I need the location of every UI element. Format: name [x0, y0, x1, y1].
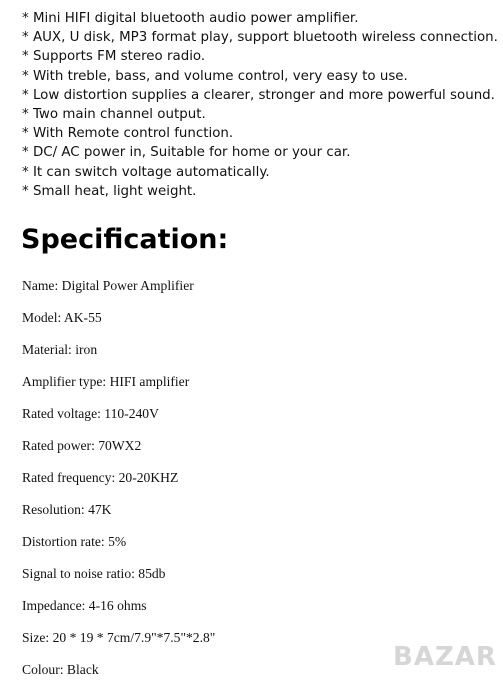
bazar-watermark-logo: [393, 639, 497, 675]
specification-list: [22, 276, 492, 692]
feature-item: * It can switch voltage automatically.: [22, 164, 270, 180]
feature-item: * AUX, U disk, MP3 format play, support bluetooth wireless connection.: [22, 30, 498, 46]
spec-row: Name: Digital Power Amplifier: [22, 278, 194, 293]
feature-item: * Mini HIFI digital bluetooth audio power amplifier.: [22, 11, 359, 26]
spec-row: Size: 20 * 19 * 7cm/7.9"*7.5"*2.8": [22, 630, 216, 645]
spec-row: Impedance: 4-16 ohms: [22, 598, 147, 613]
feature-item: * Two main channel output.: [22, 106, 206, 122]
spec-row: Rated frequency: 20-20KHZ: [22, 470, 179, 485]
feature-item: * Low distortion supplies a clearer, stronger and more powerful sound.: [22, 87, 495, 103]
spec-row: Rated power: 70WX2: [22, 438, 142, 453]
spec-row: Material: iron: [22, 342, 98, 357]
spec-row: Rated voltage: 110-240V: [22, 406, 159, 421]
spec-row: Distortion rate: 5%: [22, 534, 127, 549]
spec-row: Signal to noise ratio: 85db: [22, 566, 166, 581]
spec-row: Amplifier type: HIFI amplifier: [22, 374, 190, 389]
spec-row: Model: AK-55: [22, 310, 102, 325]
spec-row: Colour: Black: [22, 662, 99, 677]
feature-item: * Small heat, light weight.: [22, 183, 197, 199]
feature-item: * With Remote control function.: [22, 126, 234, 142]
feature-item: * Supports FM stereo radio.: [22, 49, 206, 65]
watermark-text: BAZAR: [393, 642, 497, 672]
feature-list: [22, 9, 500, 201]
feature-item: * With treble, bass, and volume control, very easy to use.: [22, 68, 408, 84]
specification-heading: Specification:: [21, 224, 229, 255]
feature-item: * DC/ AC power in, Suitable for home or your car.: [22, 145, 351, 161]
spec-row: Resolution: 47K: [22, 502, 112, 517]
